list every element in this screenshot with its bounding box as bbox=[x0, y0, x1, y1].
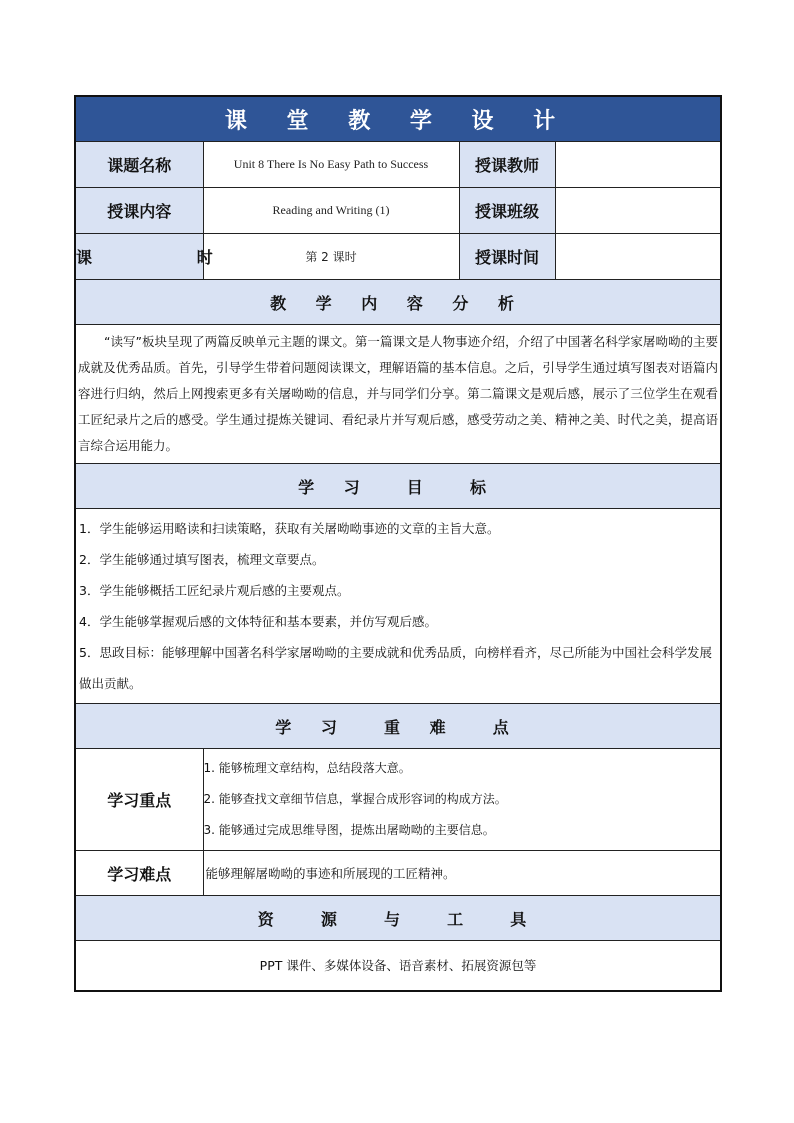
difficulty-label: 学习难点 bbox=[75, 851, 203, 896]
info-row-topic bbox=[75, 142, 721, 188]
teacher-value bbox=[555, 142, 721, 188]
objectives-heading-row bbox=[75, 464, 721, 509]
objective-item-4: 4．学生能够掌握观后感的文体特征和基本要素，并仿写观后感。 bbox=[79, 614, 437, 629]
difficulty-row bbox=[75, 851, 721, 896]
focus-row bbox=[75, 749, 721, 851]
objectives-list bbox=[75, 509, 721, 704]
focus-item-2: 2. 能够查找文章细节信息，掌握合成形容词的构成方法。 bbox=[203, 792, 507, 806]
info-row-period bbox=[75, 234, 721, 280]
lesson-plan-table bbox=[74, 95, 722, 992]
period-value: 第 2 课时 bbox=[203, 234, 459, 280]
class-value bbox=[555, 188, 721, 234]
difficulty-text: 能够理解屠呦呦的事迹和所展现的工匠精神。 bbox=[203, 851, 721, 896]
focus-item-3: 3. 能够通过完成思维导图，提炼出屠呦呦的主要信息。 bbox=[203, 823, 495, 837]
topic-value: Unit 8 There Is No Easy Path to Success bbox=[203, 142, 459, 188]
title-row bbox=[75, 96, 721, 142]
focus-item-1: 1. 能够梳理文章结构，总结段落大意。 bbox=[203, 761, 411, 775]
content-value: Reading and Writing (1) bbox=[203, 188, 459, 234]
time-value bbox=[555, 234, 721, 280]
focus-label: 学习重点 bbox=[75, 749, 203, 851]
period-label: 课 时 bbox=[75, 234, 203, 280]
info-row-content bbox=[75, 188, 721, 234]
analysis-text: “读写”板块呈现了两篇反映单元主题的课文。第一篇课文是人物事迹介绍，介绍了中国著名科学家屠呦呦的主要成就及优秀品质。首先，引导学生带着问题阅读课文，理解语篇的基本信息。之后，引导学生通过填写图表对语篇内容进行归纳，然后上网搜索更多有关屠呦呦的信息，并与同学们分享。第二篇课文是观后感，展示了三位学生在观看工匠纪录片之后的感受。学生通过提炼关键词、看纪录片并写观后感，感受劳动之美、精神之美、时代之美，提高语言综合运用能力。 bbox=[75, 325, 721, 464]
analysis-row bbox=[75, 325, 721, 464]
analysis-heading-row bbox=[75, 280, 721, 325]
resources-heading-row bbox=[75, 896, 721, 941]
objective-item-3: 3．学生能够概括工匠纪录片观后感的主要观点。 bbox=[79, 583, 350, 598]
focus-list bbox=[203, 749, 721, 851]
analysis-heading: 教 学 内 容 分 析 bbox=[75, 280, 721, 325]
class-label: 授课班级 bbox=[459, 188, 555, 234]
page-title: 课 堂 教 学 设 计 bbox=[75, 96, 721, 142]
keypoints-heading-row bbox=[75, 704, 721, 749]
objective-item-2: 2．学生能够通过填写图表，梳理文章要点。 bbox=[79, 552, 325, 567]
teacher-label: 授课教师 bbox=[459, 142, 555, 188]
objectives-heading: 学 习 目 标 bbox=[75, 464, 721, 509]
keypoints-heading: 学 习 重 难 点 bbox=[75, 704, 721, 749]
objectives-row bbox=[75, 509, 721, 704]
resources-text: PPT 课件、多媒体设备、语音素材、拓展资源包等 bbox=[75, 941, 721, 991]
lesson-plan-sheet bbox=[74, 95, 720, 992]
objective-item-1: 1．学生能够运用略读和扫读策略，获取有关屠呦呦事迹的文章的主旨大意。 bbox=[79, 521, 500, 536]
objective-item-5: 5．思政目标：能够理解中国著名科学家屠呦呦的主要成就和优秀品质，向榜样看齐，尽己所能为中国社会科学发展做出贡献。 bbox=[79, 645, 712, 691]
topic-label: 课题名称 bbox=[75, 142, 203, 188]
resources-heading: 资 源 与 工 具 bbox=[75, 896, 721, 941]
time-label: 授课时间 bbox=[459, 234, 555, 280]
content-label: 授课内容 bbox=[75, 188, 203, 234]
resources-row bbox=[75, 941, 721, 991]
